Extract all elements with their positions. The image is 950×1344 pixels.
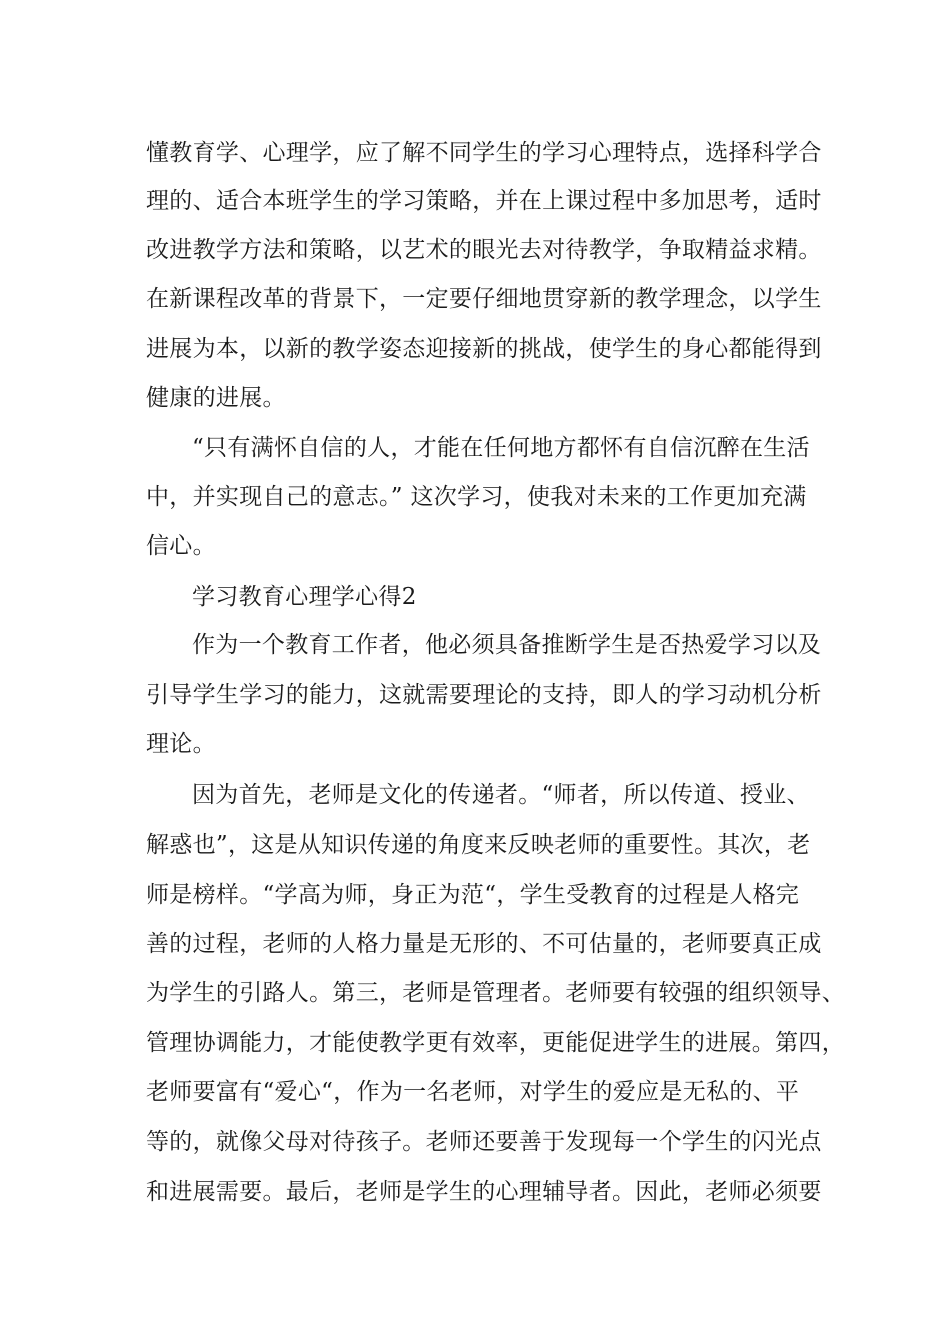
section-heading: 学习教育心理学心得2 — [192, 584, 417, 610]
text-line: 和进展需要。最后，老师是学生的心理辅导者。因此，老师必须要 — [146, 1179, 822, 1205]
text-line: 善的过程，老师的人格力量是无形的、不可估量的，老师要真正成 — [146, 931, 822, 957]
text-line: 引导学生学习的能力，这就需要理论的支持，即人的学习动机分析 — [146, 682, 822, 708]
text-line: 在新课程改革的背景下，一定要仔细地贯穿新的教学理念，以学生 — [146, 286, 822, 312]
text-line: 进展为本，以新的教学姿态迎接新的挑战，使学生的身心都能得到 — [146, 336, 822, 362]
text-line: 老师要富有“爱心“，作为一名老师，对学生的爱应是无私的、平 — [146, 1079, 800, 1105]
text-line: 因为首先，老师是文化的传递者。“师者，所以传道、授业、 — [192, 782, 810, 808]
text-line: “只有满怀自信的人，才能在任何地方都怀有自信沉醉在生活 — [192, 435, 810, 461]
text-line: 信心。 — [146, 533, 216, 559]
text-line: 懂教育学、心理学，应了解不同学生的学习心理特点，选择科学合 — [146, 140, 822, 166]
text-line: 为学生的引路人。第三，老师是管理者。老师要有较强的组织领导、 — [146, 980, 845, 1006]
text-line: 等的，就像父母对待孩子。老师还要善于发现每一个学生的闪光点 — [146, 1129, 822, 1155]
text-line: 理的、适合本班学生的学习策略，并在上课过程中多加思考，适时 — [146, 188, 822, 214]
text-line: 理论。 — [146, 731, 216, 757]
text-line: 作为一个教育工作者，他必须具备推断学生是否热爱学习以及 — [192, 632, 822, 658]
text-line: 健康的进展。 — [146, 385, 286, 411]
text-line: 师是榜样。“学高为师，身正为范“，学生受教育的过程是人格完 — [146, 882, 800, 908]
text-line: 管理协调能力，才能使教学更有效率，更能促进学生的进展。第四， — [146, 1030, 845, 1056]
text-line: 解惑也”，这是从知识传递的角度来反映老师的重要性。其次，老 — [146, 832, 811, 858]
text-line: 改进教学方法和策略，以艺术的眼光去对待教学，争取精益求精。 — [146, 237, 822, 263]
text-line: 中，并实现自己的意志。” 这次学习，使我对未来的工作更加充满 — [146, 484, 807, 510]
